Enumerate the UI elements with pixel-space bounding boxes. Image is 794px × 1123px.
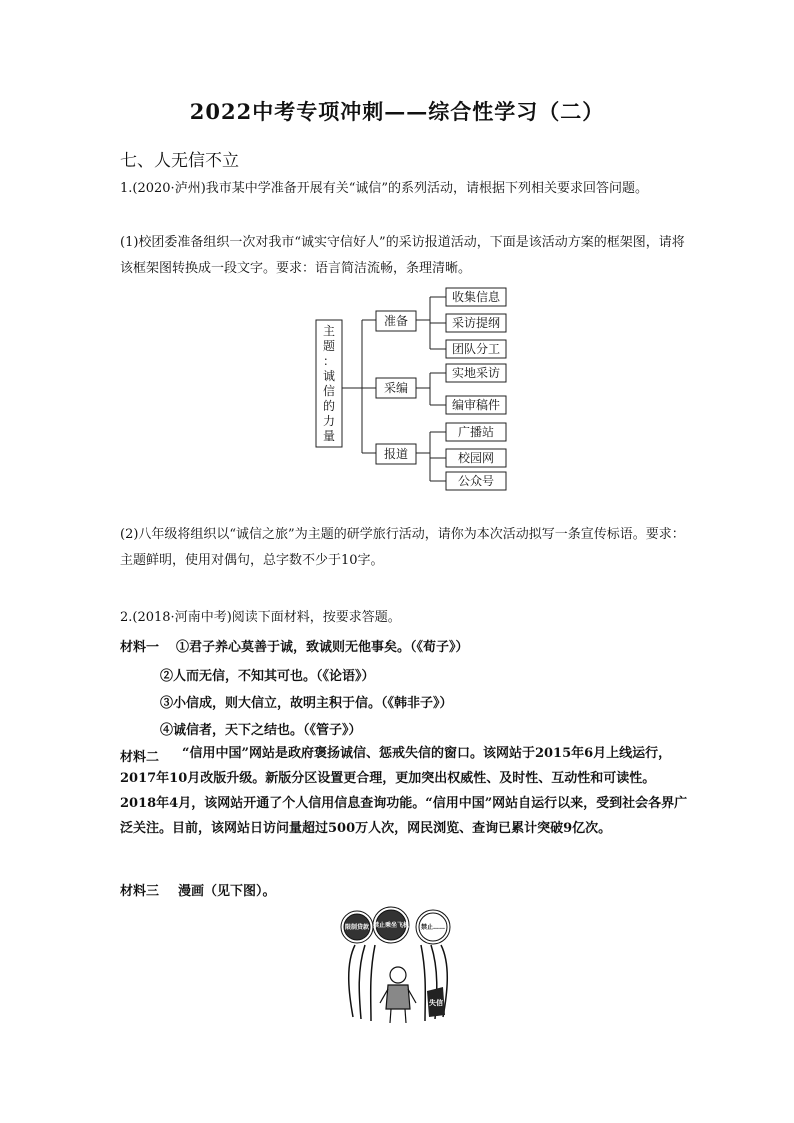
diagram-branch-prepare: 准备: [383, 314, 409, 328]
page-title: 2022中考专项冲刺——综合性学习（二）: [189, 99, 605, 124]
diagram-root-label: 主题：诚信的力量: [322, 324, 336, 443]
diagram-leaf: 收集信息: [451, 290, 501, 304]
cartoon-label: 失信: [429, 998, 443, 1007]
material-1-line: ④诚信者，天下之结也。（《管子》）: [160, 723, 362, 738]
diagram-leaf: 广播站: [457, 425, 495, 439]
diagram-branch-edit: 采编: [383, 381, 409, 395]
cartoon-label: 禁止乘坐飞机: [372, 922, 410, 929]
diagram-branch-report: 报道: [383, 447, 409, 461]
material-1-line: ③小信成，则大信立，故明主积于信。（《韩非子》）: [160, 696, 453, 711]
material-2-text: “信用中国”网站是政府褒扬诚信、惩戒失信的窗口。该网站于2015年6月上线运行，2017年10月改版升级。新版分区设置更合理，更加突出权威性、及时性、互动性和可读性。2018年4月，该网站开通了个人信用信息查询功能。“信用中国”网站自运行以来，受到社会各界广泛关注。目前，该网站日访问量超过500万人次，网民浏览、查询已累计突破9亿次。: [120, 746, 688, 836]
material-2-label: 材料二: [120, 750, 160, 765]
diagram-leaf: 团队分工: [451, 342, 501, 356]
cartoon-illustration: [335, 905, 461, 1027]
diagram-leaf: 采访提纲: [451, 316, 501, 330]
material-1-label: 材料一: [120, 640, 160, 655]
framework-diagram: [310, 283, 520, 495]
cartoon-label: 禁止……: [420, 924, 446, 931]
q1-part2: (2)八年级将组织以“诚信之旅”为主题的研学旅行活动，请你为本次活动拟写一条宣传标语。要求：主题鲜明，使用对偶句，总字数不少于10字。: [120, 527, 685, 568]
q2-intro: 2.(2018·河南中考)阅读下面材料，按要求答题。: [120, 610, 401, 625]
material-3-label: 材料三: [120, 884, 160, 899]
diagram-leaf: 实地采访: [451, 366, 501, 380]
material-1-line: ①君子养心莫善于诚，致诚则无他事矣。（《荀子》）: [176, 640, 469, 655]
q1-part1: (1)校团委准备组织一次对我市“诚实守信好人”的采访报道活动，下面是该活动方案的框架图，请将该框架图转换成一段文字。要求：语言简洁流畅，条理清晰。: [120, 235, 685, 276]
material-3-text: 漫画（见下图）。: [178, 884, 276, 899]
material-1-line: ②人而无信，不知其可也。（《论语》）: [160, 669, 375, 684]
diagram-leaf: 编审稿件: [451, 398, 501, 412]
cartoon-label: 限制贷款: [344, 924, 370, 931]
diagram-leaf: 公众号: [457, 474, 495, 488]
section-heading: 七、人无信不立: [120, 151, 239, 171]
q1-intro: 1.(2020·泸州)我市某中学准备开展有关“诚信”的系列活动，请根据下列相关要求回答问题。: [120, 181, 649, 196]
diagram-leaf: 校园网: [457, 451, 495, 465]
